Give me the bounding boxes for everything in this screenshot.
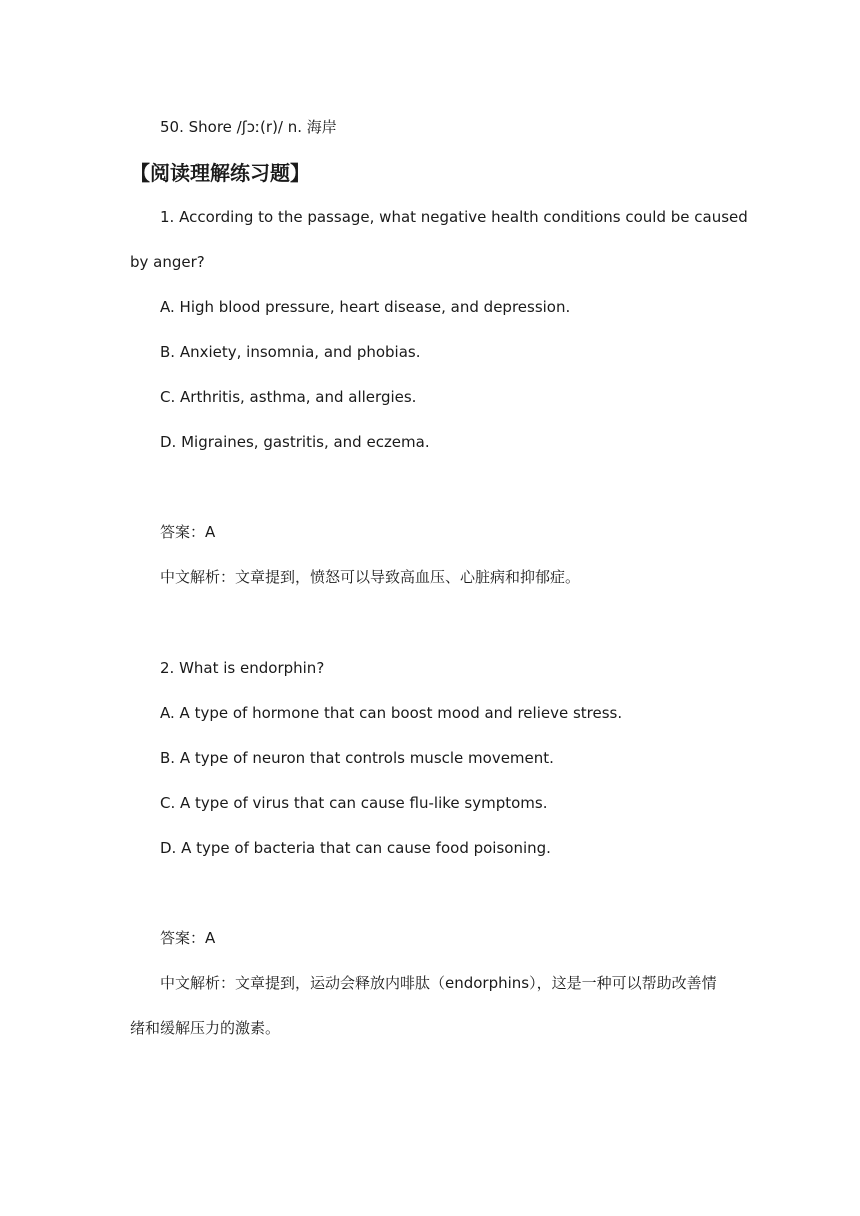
- question-1-answer: 答案：A: [160, 523, 216, 541]
- question-1-option-a: A. High blood pressure, heart disease, and depression.: [160, 298, 571, 316]
- question-1-option-b: B. Anxiety, insomnia, and phobias.: [160, 343, 421, 361]
- question-1-stem-line1: 1. According to the passage, what negative health conditions could be caused: [160, 208, 748, 226]
- question-1-explanation: 中文解析：文章提到，愤怒可以导致高血压、心脏病和抑郁症。: [160, 568, 581, 586]
- question-1-option-d: D. Migraines, gastritis, and eczema.: [160, 433, 430, 451]
- question-1-option-c: C. Arthritis, asthma, and allergies.: [160, 388, 417, 406]
- question-2-explanation-line2: 绪和缓解压力的激素。: [130, 1019, 281, 1037]
- question-1-stem-line2: by anger?: [130, 253, 205, 271]
- question-2-option-c: C. A type of virus that can cause flu-like symptoms.: [160, 794, 548, 812]
- question-2-option-b: B. A type of neuron that controls muscle movement.: [160, 749, 554, 767]
- vocab-item: 50. Shore /ʃɔː(r)/ n. 海岸: [160, 118, 337, 136]
- question-2-explanation-line1: 中文解析：文章提到，运动会释放内啡肽（endorphins），这是一种可以帮助改善情: [160, 974, 717, 992]
- question-2-option-d: D. A type of bacteria that can cause food poisoning.: [160, 839, 551, 857]
- question-2-option-a: A. A type of hormone that can boost mood and relieve stress.: [160, 704, 623, 722]
- question-2-stem: 2. What is endorphin?: [160, 659, 325, 677]
- question-2-answer: 答案：A: [160, 929, 216, 947]
- section-heading: 【阅读理解练习题】: [130, 161, 310, 185]
